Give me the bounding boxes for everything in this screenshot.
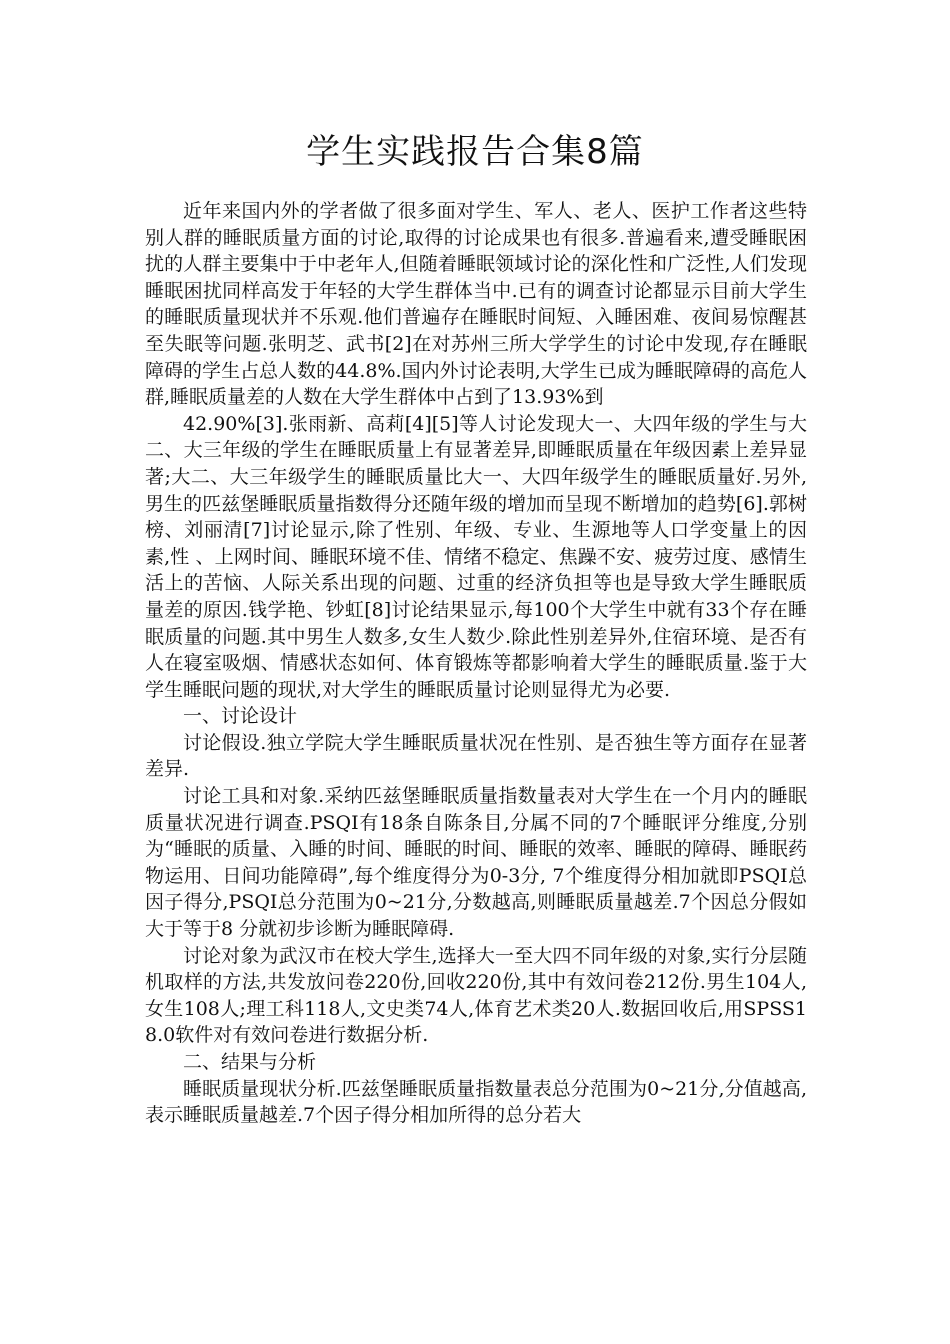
document-title: 学生实践报告合集8篇: [306, 132, 644, 172]
paragraph-intro-2: 42.90%[3].张雨新、高莉[4][5]等人讨论发现大一、大四年级的学生与大二、大三年级的学生在睡眠质量上有显著差异,即睡眠质量在年级因素上差异显著;大二、大三年级学生的睡眠质量比大一、大四年级学生的睡眠质量好.另外,男生的匹兹堡睡眠质量指数得分还随年级的增加而呈现不断增加的趋势[6].郭树榜、刘丽清[7]讨论显示,除了性别、年级、专业、生源地等人口学变量上的因素,性 、上网时间、睡眠环境不佳、情绪不稳定、焦躁不安、疲劳过度、感情生活上的苦恼、人际关系出现的问题、过重的经济负担等也是导致大学生睡眠质量差的原因.钱学艳、钞虹[8]讨论结果显示,每100个大学生中就有33个存在睡眠质量的问题.其中男生人数多,女生人数少.除此性别差异外,住宿环境、是否有人在寝室吸烟、情感状态如何、体育锻炼等都影响着大学生的睡眠质量.鉴于大学生睡眠问题的现状,对大学生的睡眠质量讨论则显得尤为必要.: [145, 412, 807, 701]
document-body: [145, 198, 807, 1129]
paragraph-hypothesis: 讨论假设.独立学院大学生睡眠质量状况在性别、是否独生等方面存在显著差异.: [145, 731, 807, 781]
paragraph-tools: 讨论工具和对象.采纳匹兹堡睡眠质量指数量表对大学生在一个月内的睡眠质量状况进行调查.PSQI有18条自陈条目,分属不同的7个睡眠评分维度,分别为“睡眠的质量、入睡的时间、睡眠的时间、睡眠的效率、睡眠的障碍、睡眠药物运用、日间功能障碍”,每个维度得分为0-3分, 7个维度得分相加就即PSQI总因子得分,PSQI总分范围为0~21分,分数越高,则睡眠质量越差.7个因总分假如大于等于8 分就初步诊断为睡眠障碍.: [145, 785, 807, 941]
paragraph-subjects: 讨论对象为武汉市在校大学生,选择大一至大四不同年级的对象,实行分层随机取样的方法,共发放问卷220份,回收220份,其中有效问卷212份.男生104人,女生108人;理工科118人,文史类74人,体育艺术类20人.数据回收后,用SPSS18.0软件对有效问卷进行数据分析.: [145, 944, 807, 1047]
section-heading-design: 一、讨论设计: [183, 705, 298, 728]
section-heading-results: 二、结果与分析: [183, 1051, 317, 1073]
paragraph-intro-1: 近年来国内外的学者做了很多面对学生、军人、老人、医护工作者这些特别人群的睡眠质量方面的讨论,取得的讨论成果也有很多.普遍看来,遭受睡眠困扰的人群主要集中于中老年人,但随着睡眠领域讨论的深化性和广泛性,人们发现睡眠困扰同样高发于年轻的大学生群体当中.已有的调查讨论都显示目前大学生的睡眠质量现状并不乐观.他们普遍存在睡眠时间短、入睡困难、夜间易惊醒甚至失眠等问题.张明芝、武书[2]在对苏州三所大学学生的讨论中发现,存在睡眠障碍的学生占总人数的44.8%.国内外讨论表明,大学生已成为睡眠障碍的高危人群,睡眠质量差的人数在大学生群体中占到了13.93%到: [145, 200, 807, 409]
paragraph-results: 睡眠质量现状分析.匹兹堡睡眠质量指数量表总分范围为0~21分,分值越高,表示睡眠质量越差.7个因子得分相加所得的总分若大: [145, 1077, 807, 1127]
